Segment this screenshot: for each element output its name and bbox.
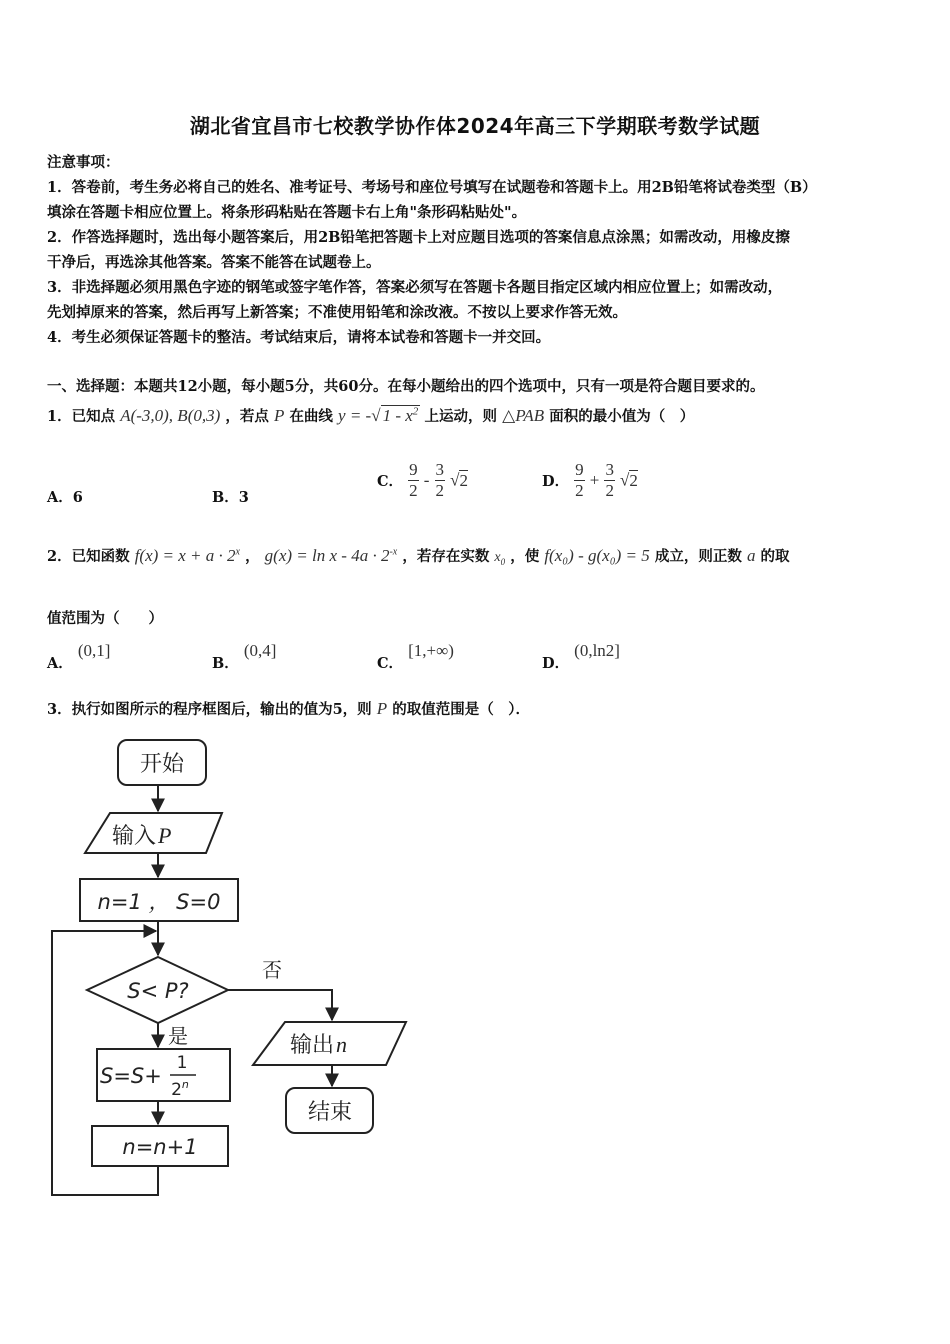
q1-option-a: A．6: [47, 489, 83, 506]
q3-p: P: [376, 699, 388, 718]
q1-option-c: C． $\frac{9}{2}$ - $\frac{3}{2}$ √2: [377, 460, 468, 500]
q2-g-def: $g(x) = \ln x - 4a \cdot 2^{-x}$: [264, 546, 398, 565]
fraction: $\frac{3}{2}$: [435, 460, 444, 500]
flowchart: [40, 725, 420, 1205]
q1-text: 1．已知点: [47, 408, 116, 425]
q1-text: 在曲线: [289, 408, 333, 425]
q2-option-a: A． (0,1]: [47, 641, 111, 672]
q2-option-d: D． (0,ln2]: [542, 641, 620, 672]
notice-line: 干净后，再选涂其他答案。答案不能答在试题卷上。: [47, 254, 381, 271]
notice-line: 填涂在答题卡相应位置上。将条形码粘贴在答题卡右上角"条形码粘贴处"。: [47, 204, 527, 221]
end-label: 结束: [307, 1100, 353, 1125]
notice-line: 先划掉原来的答案，然后再写上新答案；不准使用铅笔和涂改液。不按以上要求作答无效。: [47, 304, 627, 321]
q1-curve-math: y = -√ $1 - x^2$: [338, 405, 419, 425]
decision-label: S< P?: [127, 979, 189, 1003]
output-label: 输出n: [290, 1032, 348, 1058]
section-heading: 一、选择题：本题共12小题，每小题5分，共60分。在每小题给出的四个选项中，只有一项是符合题目要求的。: [47, 378, 765, 395]
update-n-label: n=n+1: [122, 1135, 198, 1159]
notice-line: 4．考生必须保证答题卡的整洁。考试结束后，请将本试卷和答题卡一并交回。: [47, 329, 551, 346]
q2-option-c: C． [1,+∞): [377, 641, 454, 672]
q2-text: ，使: [510, 548, 540, 565]
q1-text: 上运动，则: [424, 408, 498, 425]
no-label: 否: [262, 958, 282, 982]
q2-stem-line2: 值范围为（ ）: [47, 610, 163, 627]
q1-point-p: P: [273, 406, 285, 425]
update-s-numerator: 1: [176, 1053, 188, 1073]
fraction: $\frac{9}{2}$: [575, 460, 584, 500]
question-2-stem: [47, 545, 790, 567]
q2-a: a: [746, 546, 756, 565]
q2-text: ，: [245, 548, 260, 565]
question-1-stem: [47, 405, 694, 426]
q3-text: 3．执行如图所示的程序框图后，输出的值为5，则: [47, 701, 372, 718]
q2-x0: $x_0$: [494, 550, 506, 567]
q1-text: ，若点: [225, 408, 269, 425]
update-s-label: S=S+: [100, 1064, 162, 1088]
notice-line: 1．答卷前，考生务必将自己的姓名、准考证号、考场号和座位号填写在试题卷和答题卡上。用2B铅笔将试卷类型（B）: [47, 179, 817, 196]
notice-heading: 注意事项：: [47, 154, 120, 171]
q1-option-d: D． $\frac{9}{2}$ + $\frac{3}{2}$ √2: [542, 460, 638, 500]
page-title: 湖北省宜昌市七校教学协作体2024年高三下学期联考数学试题: [189, 114, 761, 138]
q1-triangle-math: △PAB: [502, 406, 545, 425]
start-label: 开始: [139, 752, 185, 777]
q2-text: ，若存在实数: [402, 548, 490, 565]
q1-points-math: A(-3,0), B(0,3): [120, 406, 221, 425]
q2-text: 成立，则正数: [654, 548, 742, 565]
fraction: $\frac{9}{2}$: [409, 460, 418, 500]
q2-text: 的取: [760, 548, 790, 565]
fraction: $\frac{3}{2}$: [605, 460, 614, 500]
q2-equation: f(x₀) - g(x₀) = 5: [544, 546, 650, 565]
notice-line: 3．非选择题必须用黑色字迹的钢笔或签字笔作答，答案必须写在答题卡各题目指定区域内相应位置上；如需改动，: [47, 279, 783, 296]
q1-text: 面积的最小值为（ ）: [549, 408, 695, 425]
input-label: 输入P: [112, 823, 172, 849]
yes-label: 是: [168, 1024, 188, 1048]
update-s-denominator: 2$^n$: [171, 1078, 189, 1100]
q2-f-def: $f(x) = x + a \cdot 2^x$: [134, 546, 240, 565]
init-label: n=1 ， S=0: [97, 890, 221, 914]
q1-option-b: B．3: [212, 489, 249, 506]
question-3-stem: [47, 698, 530, 719]
q2-option-b: B． (0,4]: [212, 641, 277, 672]
notice-line: 2．作答选择题时，选出每小题答案后，用2B铅笔把答题卡上对应题目选项的答案信息点涂黑；如需改动，用橡皮擦: [47, 229, 790, 246]
q3-text: 的取值范围是（ ）．: [392, 701, 531, 718]
q2-text: 2．已知函数: [47, 548, 130, 565]
